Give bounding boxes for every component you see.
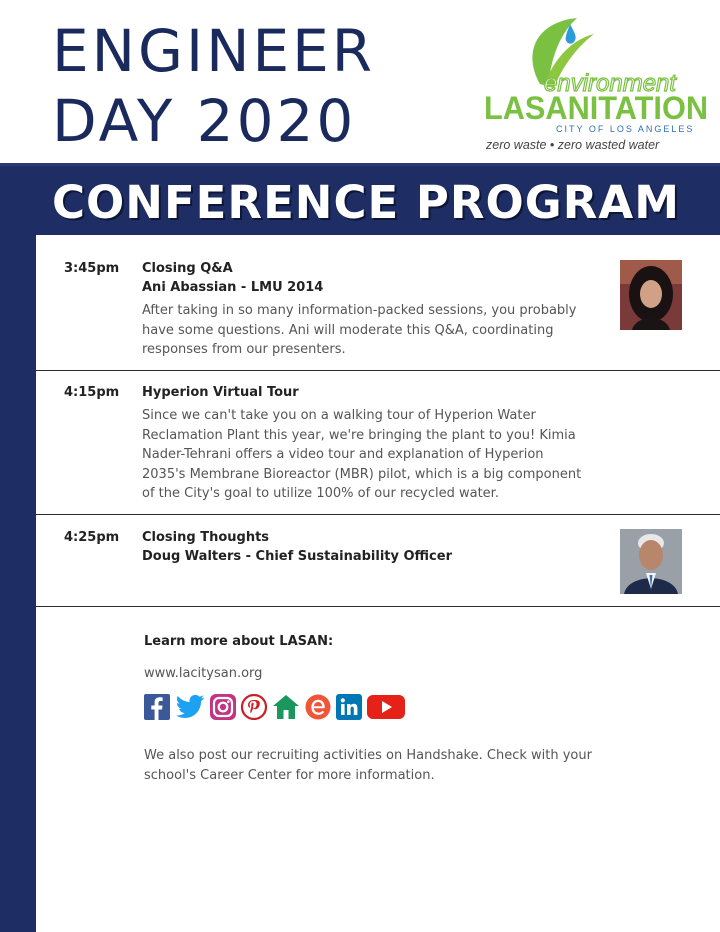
- logo-city: CITY OF LOS ANGELES: [556, 124, 695, 134]
- session-closing-qa: [36, 235, 720, 371]
- session-title: Closing Q&A: [142, 261, 233, 276]
- social-icons-row: [144, 693, 405, 721]
- session-speaker: Doug Walters - Chief Sustainability Officer: [142, 549, 452, 564]
- linkedin-icon[interactable]: [336, 694, 362, 720]
- session-title: Hyperion Virtual Tour: [142, 385, 299, 400]
- session-closing-thoughts: [36, 515, 720, 607]
- handshake-note: We also post our recruiting activities on Handshake. Check with your school's Career Center for more information.: [144, 748, 592, 783]
- session-hyperion-tour: [36, 371, 720, 515]
- session-title: Closing Thoughts: [142, 530, 270, 545]
- youtube-icon[interactable]: [367, 694, 405, 720]
- logo-tagline: zero waste • zero wasted water: [486, 138, 660, 152]
- left-accent-bar: [0, 235, 36, 932]
- instagram-icon[interactable]: [210, 694, 236, 720]
- learn-more-title: Learn more about LASAN:: [144, 634, 334, 649]
- session-time: 4:25pm: [64, 530, 120, 545]
- eventbrite-icon[interactable]: [305, 694, 331, 720]
- twitter-icon[interactable]: [175, 694, 205, 720]
- page-header: [0, 0, 720, 163]
- nextdoor-icon[interactable]: [272, 694, 300, 720]
- event-title-line2: DAY 2020: [52, 87, 357, 155]
- program-content: [36, 235, 720, 932]
- session-time: 3:45pm: [64, 261, 120, 276]
- speaker-photo-ani: [620, 260, 682, 330]
- program-banner: [0, 163, 720, 238]
- lasanitation-logo: [482, 12, 712, 157]
- website-link[interactable]: www.lacitysan.org: [144, 666, 263, 681]
- logo-lasanitation: LASANITATION: [484, 90, 708, 126]
- pinterest-icon[interactable]: [241, 694, 267, 720]
- session-description: After taking in so many information-packed sessions, you probably have some questions. Ani will moderate this Q&A, coordinating responses from our presenters.: [142, 303, 577, 357]
- facebook-icon[interactable]: [144, 694, 170, 720]
- logo-environment: environment: [544, 70, 677, 97]
- session-description: Since we can't take you on a walking tour of Hyperion Water Reclamation Plant this year, we're bringing the plant to you! Kimia Nader-Tehrani offers a video tour and explanation of Hyperion 2035's Membrane Bioreactor (MBR) pilot, which is a big component of the City's goal to utilize 100% of our recycled water.: [142, 408, 582, 501]
- session-speaker: Ani Abassian - LMU 2014: [142, 280, 324, 295]
- banner-title: CONFERENCE PROGRAM: [52, 176, 680, 229]
- session-time: 4:15pm: [64, 385, 120, 400]
- speaker-photo-doug: [620, 529, 682, 594]
- event-title-line1: ENGINEER: [52, 17, 376, 85]
